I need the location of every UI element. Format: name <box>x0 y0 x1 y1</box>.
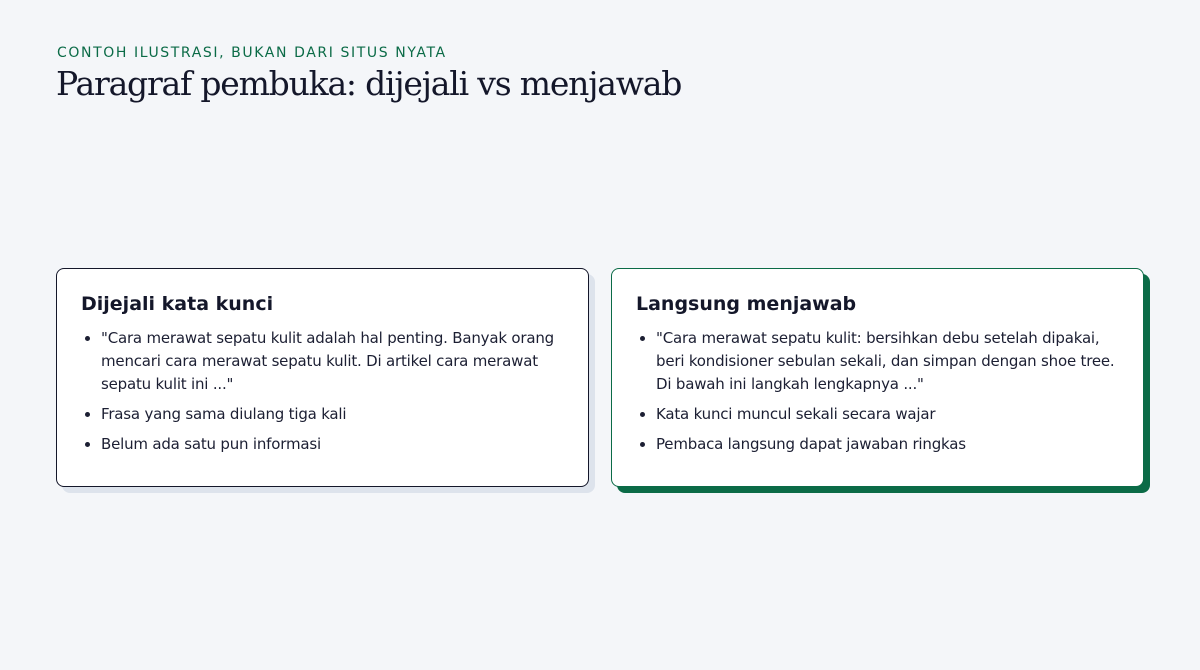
card-title: Dijejali kata kunci <box>81 293 274 315</box>
card-list <box>81 327 564 456</box>
direct-answer-card <box>611 268 1144 487</box>
list-item: • Frasa yang sama diulang tiga kali <box>101 403 564 426</box>
eyebrow-label: CONTOH ILUSTRASI, BUKAN DARI SITUS NYATA <box>57 45 447 61</box>
list-item: • "Cara merawat sepatu kulit adalah hal penting. Banyak orang mencari cara merawat sepatu kulit. Di artikel cara merawat sepatu kulit ini ..." <box>101 327 564 396</box>
page-title: Paragraf pembuka: dijejali vs menjawab <box>56 64 682 103</box>
list-item: • Belum ada satu pun informasi <box>101 433 564 456</box>
card-list <box>636 327 1119 456</box>
card-title: Langsung menjawab <box>636 293 857 315</box>
list-item: • Pembaca langsung dapat jawaban ringkas <box>656 433 1119 456</box>
keyword-stuffed-card <box>56 268 589 487</box>
list-item: • "Cara merawat sepatu kulit: bersihkan debu setelah dipakai, beri kondisioner sebulan sekali, dan simpan dengan shoe tree. Di bawah ini langkah lengkapnya ..." <box>656 327 1119 396</box>
list-item: • Kata kunci muncul sekali secara wajar <box>656 403 1119 426</box>
